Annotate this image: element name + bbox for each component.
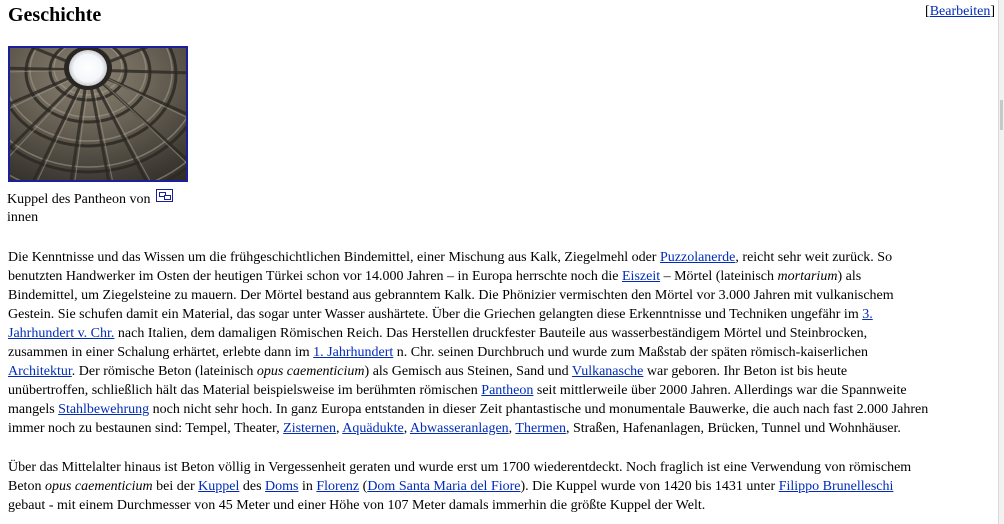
text-run: Die Kenntnisse und das Wissen um die frühgeschichtlichen Bindemittel, einer Mischung aus Kalk, Ziegelmehl oder <box>8 250 660 265</box>
edit-bracket-close: ] <box>990 4 995 19</box>
link-zisternen[interactable]: Zisternen <box>283 421 337 436</box>
paragraph-history-2 <box>8 458 993 515</box>
edit-bracket-open: [ <box>925 4 930 19</box>
text-run: ). Die Kuppel wurde von 1420 bis 1431 unter <box>520 479 779 494</box>
caption-text-line1: Kuppel des Pantheon von <box>7 192 151 207</box>
link-florenz[interactable]: Florenz <box>316 479 360 494</box>
page-scrollbar[interactable] <box>998 0 1004 524</box>
link-puzzolanerde[interactable]: Puzzolanerde <box>659 250 736 265</box>
scrollbar-thumb[interactable] <box>1000 100 1003 130</box>
link-doms[interactable]: Doms <box>265 479 299 494</box>
text-line <box>8 381 993 400</box>
text-run: benutzten Handwerker im Osten der heutigen Türkei schon vor 14.000 Jahren – in Europa herrschte noch die <box>8 269 622 284</box>
text-run: Bindemittel, um Ziegelsteine zu mauern. Der Mörtel bestand aus gebranntem Kalk. Die Phönizier vermischten den Mörtel vor 3.000 Jahren mit vulkanischem <box>8 288 894 303</box>
text-line <box>8 362 993 381</box>
text-run: ( <box>359 479 368 494</box>
italic-term: opus caementicium <box>256 364 365 379</box>
italic-term: opus caementicium <box>44 479 153 494</box>
link-thermen[interactable]: Thermen <box>515 421 566 436</box>
magnify-icon-frame-front <box>164 195 171 200</box>
text-run: noch nicht sehr hoch. In ganz Europa entstanden in dieser Zeit phantastische und monumentale Bauwerke, die auch nach fast 2.000 Jahren <box>149 402 929 417</box>
text-line <box>8 286 993 305</box>
text-line <box>8 267 993 286</box>
paragraph-history-1 <box>8 248 993 438</box>
link-abwasseranlagen[interactable]: Abwasseranlagen <box>409 421 509 436</box>
text-line <box>8 458 993 477</box>
text-run: mangels <box>8 402 59 417</box>
link-filippo-brunelleschi[interactable]: Filippo Brunelleschi <box>778 479 894 494</box>
text-line <box>8 496 993 515</box>
link-1-jahrhundert[interactable]: 1. Jahrhundert <box>313 345 394 360</box>
text-run: Beton <box>8 479 45 494</box>
text-run: bei der <box>152 479 199 494</box>
edit-section-link-wrapper <box>925 4 995 20</box>
text-line <box>8 477 993 496</box>
link-stahlbewehrung[interactable]: Stahlbewehrung <box>58 402 150 417</box>
text-line <box>8 343 993 362</box>
text-line <box>8 305 993 324</box>
text-line <box>8 419 993 438</box>
text-run: , Straßen, Hafenanlagen, Brücken, Tunnel und Wohnhäuser. <box>565 421 901 436</box>
thumbnail-figure <box>8 46 188 182</box>
link-vulkanasche[interactable]: Vulkanasche <box>571 364 644 379</box>
link-kuppel[interactable]: Kuppel <box>198 479 240 494</box>
text-run: gebaut - mit einem Durchmesser von 45 Meter und einer Höhe von 107 Meter damals immerhin die größte Kuppel der Welt. <box>8 498 706 513</box>
text-run: ) als <box>837 269 862 284</box>
text-run: des <box>239 479 266 494</box>
pantheon-dome-picture <box>10 48 186 180</box>
thumbnail-caption <box>7 189 197 227</box>
link-3-jahrhundert-v-chr-part2[interactable]: Jahrhundert v. Chr. <box>8 326 115 341</box>
link-pantheon[interactable]: Pantheon <box>481 383 534 398</box>
link-aquaedukte[interactable]: Aquädukte <box>342 421 404 436</box>
text-run: war geboren. Ihr Beton ist bis heute <box>643 364 848 379</box>
link-eiszeit[interactable]: Eiszeit <box>622 269 661 284</box>
text-run: unübertroffen, schließlich hält das Material beispielsweise im berühmten römischen <box>8 383 482 398</box>
text-run: ) als Gemisch aus Steinen, Sand und <box>364 364 572 379</box>
link-architektur[interactable]: Architektur <box>8 364 72 379</box>
text-run: , <box>403 421 410 436</box>
text-run: – Mörtel (lateinisch <box>660 269 778 284</box>
link-3-jahrhundert-v-chr-part1[interactable]: 3. <box>862 307 873 322</box>
text-run: nach Italien, dem damaligen Römischen Reich. Das Herstellen druckfester Bauteile aus wasserbeständigem Mörtel und Steinbrocken, <box>114 326 868 341</box>
italic-term: mortarium <box>777 269 838 284</box>
text-run: seit mittlerweile über 2000 Jahren. Allerdings war die Spannweite <box>533 383 907 398</box>
text-run: , reicht sehr weit zurück. So <box>735 250 893 265</box>
text-line <box>8 324 993 343</box>
text-run: , <box>336 421 343 436</box>
text-line <box>8 400 993 419</box>
text-run: zusammen in einer Schalung erhärtet, erlebte dann im <box>8 345 314 360</box>
text-run: in <box>298 479 317 494</box>
section-heading: Geschichte <box>8 4 102 26</box>
edit-section-link[interactable]: Bearbeiten <box>929 4 991 19</box>
text-run: . Der römische Beton (lateinisch <box>71 364 257 379</box>
magnify-icon[interactable] <box>156 189 173 202</box>
link-dom-santa-maria-del-fiore[interactable]: Dom Santa Maria del Fiore <box>367 479 521 494</box>
text-run: Über das Mittelalter hinaus ist Beton völlig in Vergessenheit geraten und wurde erst um 1700 wiederentdeckt. Noch fraglich ist eine Verwendung von römischem <box>8 460 912 475</box>
text-line <box>8 248 993 267</box>
text-run: , <box>508 421 516 436</box>
caption-text-line2: innen <box>7 210 39 225</box>
text-run: immer noch zu bestaunen sind: Tempel, Theater, <box>8 421 284 436</box>
text-run: n. Chr. seinen Durchbruch und wurde zum Maßstab der späten römisch-kaiserlichen <box>393 345 868 360</box>
pantheon-dome-image[interactable] <box>8 46 188 182</box>
text-run: Gestein. Sie schufen damit ein Material, das sogar unter Wasser aushärtete. Über die Griechen gelangten diese Erkenntnisse und Techniken ungefähr im <box>8 307 863 322</box>
